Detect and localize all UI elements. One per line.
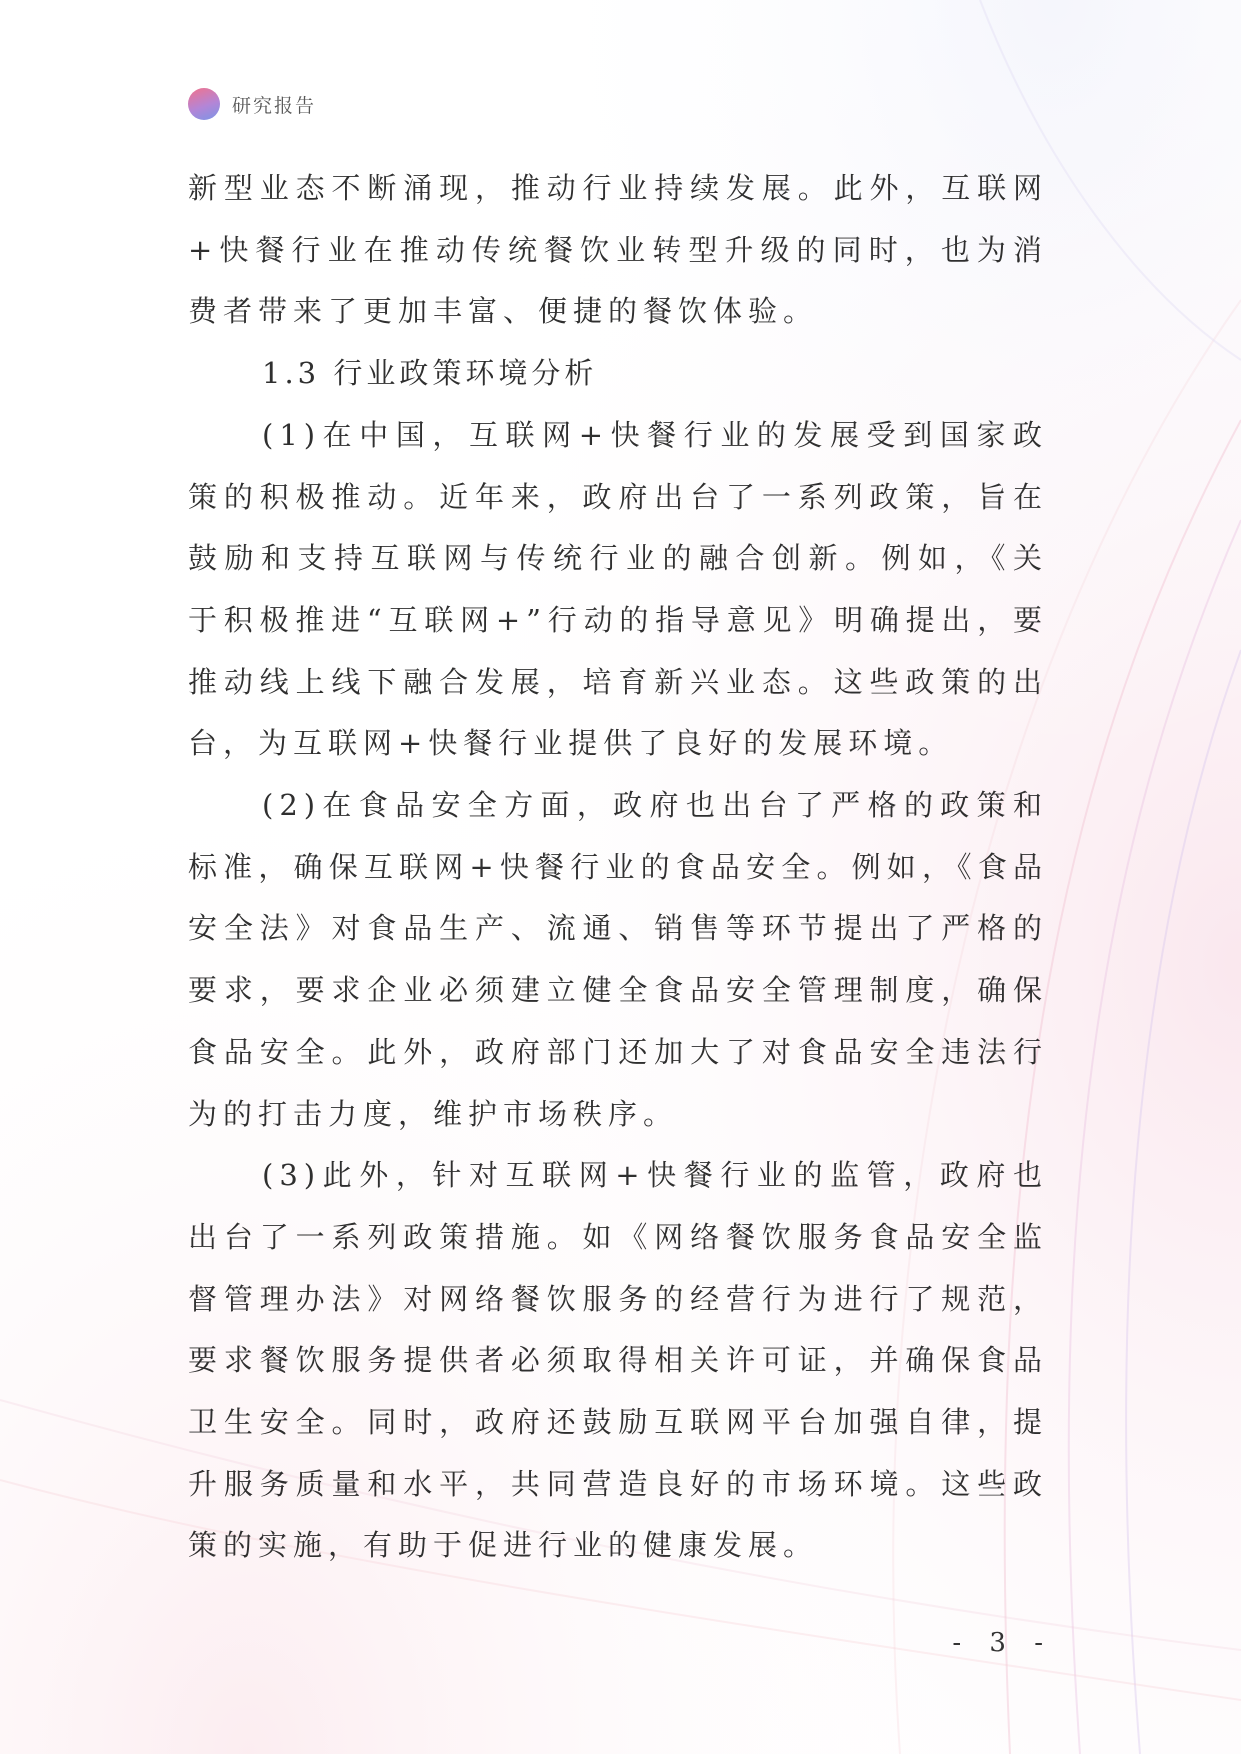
paragraph-continued: 新型业态不断涌现，推动行业持续发展。此外，互联网+快餐行业在推动传统餐饮业转型升级的同时，也为消费者带来了更加丰富、便捷的餐饮体验。	[188, 171, 1048, 329]
paragraph-1: (1)在中国，互联网+快餐行业的发展受到国家政策的积极推动。近年来，政府出台了一系列政策，旨在鼓励和支持互联网与传统行业的融合创新。例如，《关于积极推进“互联网+”行动的指导意见》明确提出，要推动线上线下融合发展，培育新兴业态。这些政策的出台，为互联网+快餐行业提供了良好的发展环境。	[188, 417, 1048, 761]
document-body	[188, 158, 1048, 1577]
logo-circle-icon	[188, 88, 220, 120]
paragraph-3: (3)此外，针对互联网+快餐行业的监管，政府也出台了一系列政策措施。如《网络餐饮服务食品安全监督管理办法》对网络餐饮服务的经营行为进行了规范，要求餐饮服务提供者必须取得相关许可证，并确保食品卫生安全。同时，政府还鼓励互联网平台加强自律，提升服务质量和水平，共同营造良好的市场环境。这些政策的实施，有助于促进行业的健康发展。	[188, 1158, 1048, 1563]
section-heading: 1.3 行业政策环境分析	[262, 356, 598, 391]
page-header	[188, 88, 316, 120]
page-number: - 3 -	[952, 1628, 1053, 1658]
paragraph-2: (2)在食品安全方面，政府也出台了严格的政策和标准，确保互联网+快餐行业的食品安全。例如，《食品安全法》对食品生产、流通、销售等环节提出了严格的要求，要求企业必须建立健全食品安全管理制度，确保食品安全。此外，政府部门还加大了对食品安全违法行为的打击力度，维护市场秩序。	[188, 788, 1048, 1131]
header-label: 研究报告	[232, 94, 317, 117]
